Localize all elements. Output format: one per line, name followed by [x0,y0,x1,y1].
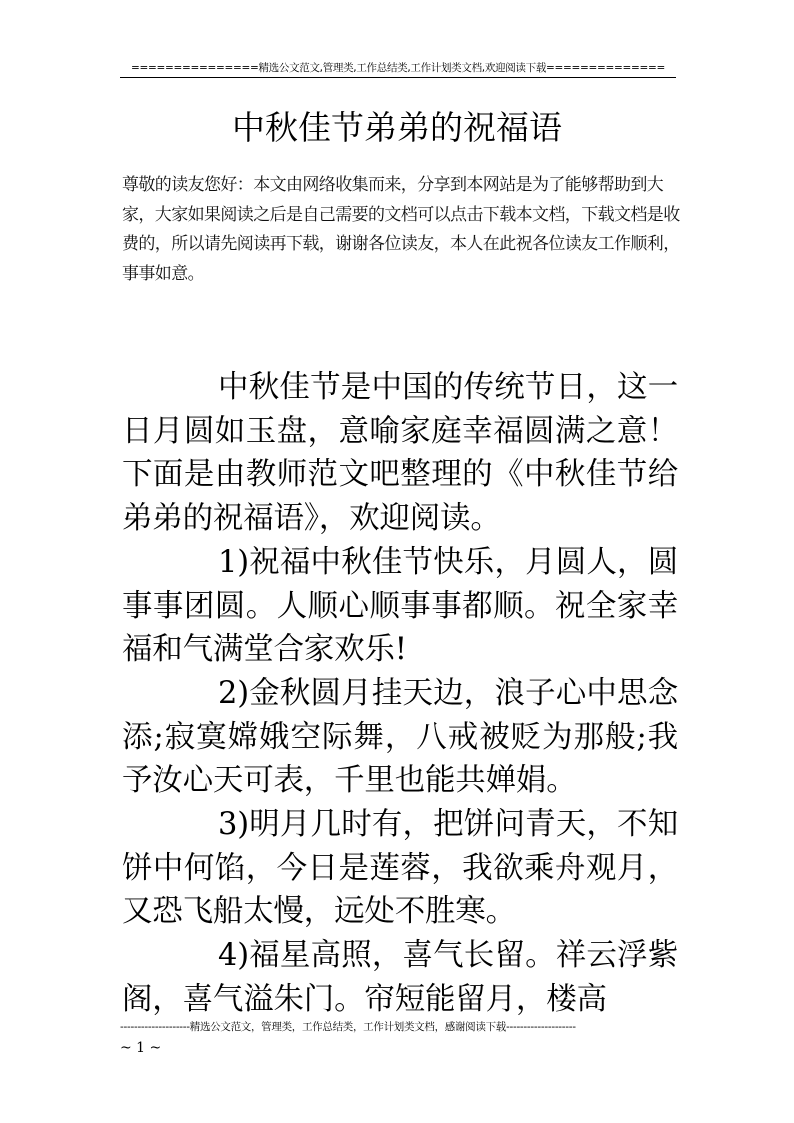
document-title: 中秋佳节弟弟的祝福语 [232,108,562,147]
page-number: ~ 1 ~ [120,1040,162,1056]
paragraph-greeting-4: 4)福星高照，喜气长留。祥云浮紫阁，喜气溢朱门。帘短能留月，楼高 [122,938,678,1017]
page-footer: --------------------精选公文范文，管理类，工作总结类，工作计划类文档，感谢阅读下载-------------------- [120,1021,576,1033]
document-body [122,366,678,1022]
page-header: ===============精选公文范文,管理类,工作总结类,工作计划类文档,欢迎阅读下载============== [120,59,676,78]
reader-notice: 尊敬的读友您好：本文由网络收集而来，分享到本网站是为了能够帮助到大家，大家如果阅读之后是自己需要的文档可以点击下载本文档，下载文档是收费的，所以请先阅读再下载，谢谢各位读友，本人在此祝各位读友工作顺利，事事如意。 [122,175,680,284]
paragraph-greeting-2: 2)金秋圆月挂天边，浪子心中思念添;寂寞嫦娥空际舞，八戒被贬为那般;我予汝心天可表，千里也能共婵娟。 [122,675,678,799]
paragraph-greeting-3: 3)明月几时有，把饼问青天，不知饼中何馅，今日是莲蓉，我欲乘舟观月，又恐飞船太慢，远处不胜寒。 [122,807,678,930]
paragraph-intro: 中秋佳节是中国的传统节日，这一日月圆如玉盘，意喻家庭幸福圆满之意！下面是由教师范文吧整理的《中秋佳节给弟弟的祝福语》，欢迎阅读。 [122,370,678,537]
paragraph-greeting-1: 1)祝福中秋佳节快乐，月圆人，圆事事团圆。人顺心顺事事都顺。祝全家幸福和气满堂合家欢乐! [122,544,678,668]
